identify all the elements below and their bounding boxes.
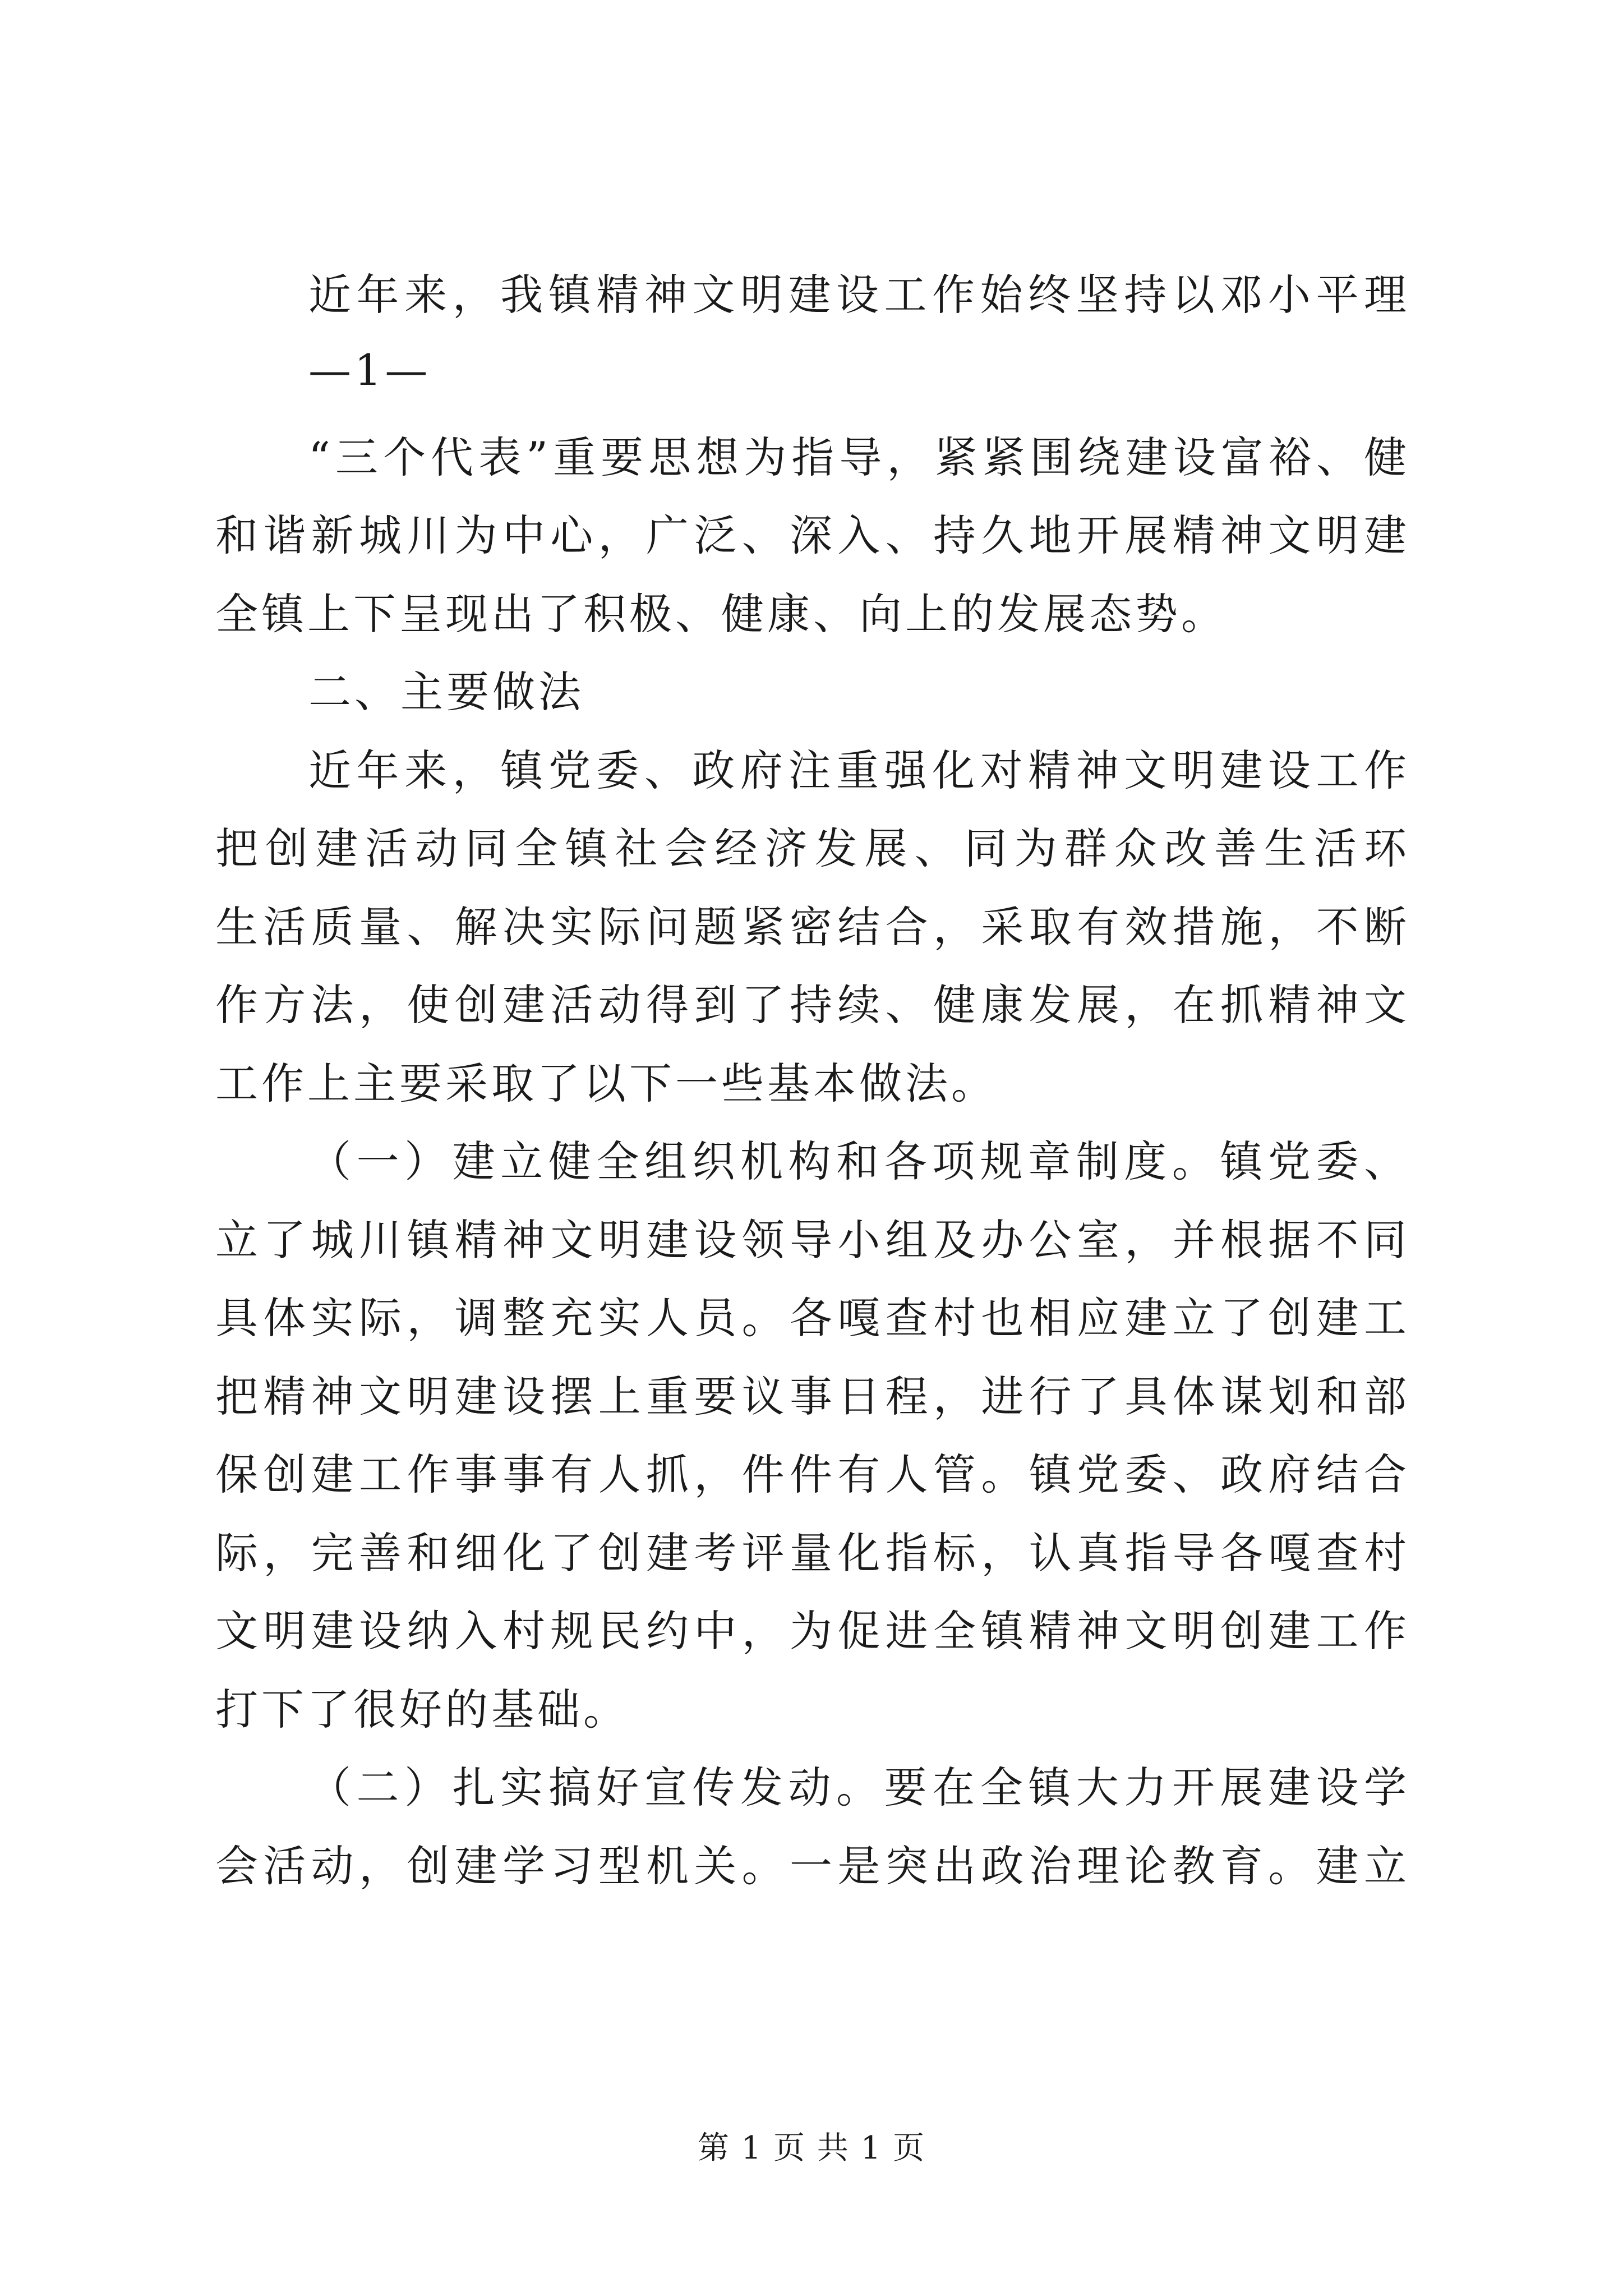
paragraph-line: （二）扎实搞好宣传发动。要在全镇大力开展建设学 [308,1763,1410,1812]
paragraph-line: 会活动，创建学习型机关。一是突出政治理论教育。建立 [215,1841,1410,1891]
paragraph-line: 作方法，使创建活动得到了持续、健康发展，在抓精神文 [215,980,1410,1030]
paragraph-line: 生活质量、解决实际问题紧密结合，采取有效措施，不断 [215,902,1410,952]
page-number-marker: —1— [308,345,431,395]
paragraph-line: 把精神文明建设摆上重要议事日程，进行了具体谋划和部 [215,1372,1410,1421]
page-footer: 第 1 页 共 1 页 [697,2130,926,2166]
paragraph-line: 打下了很好的基础。 [215,1685,629,1734]
paragraph-line: 保创建工作事事有人抓，件件有人管。镇党委、政府结合 [215,1450,1410,1499]
paragraph-line: 立了城川镇精神文明建设领导小组及办公室，并根据不同 [215,1215,1410,1265]
paragraph-line: “三个代表”重要思想为指导，紧紧围绕建设富裕、健 [308,432,1410,482]
paragraph-line: 文明建设纳入村规民约中，为促进全镇精神文明创建工作 [215,1606,1410,1656]
section-heading: 二、主要做法 [308,667,584,717]
paragraph-line: 具体实际，调整充实人员。各嘎查村也相应建立了创建工 [215,1293,1410,1343]
paragraph-line: 和谐新城川为中心，广泛、深入、持久地开展精神文明建 [215,510,1410,560]
paragraph-line: 近年来，镇党委、政府注重强化对精神文明建设工作 [308,746,1410,795]
paragraph-line: 把创建活动同全镇社会经济发展、同为群众改善生活环 [215,823,1410,873]
paragraph-line: 全镇上下呈现出了积极、健康、向上的发展态势。 [215,589,1227,639]
paragraph-line: 近年来，我镇精神文明建设工作始终坚持以邓小平理 [308,270,1410,320]
paragraph-line: 工作上主要采取了以下一些基本做法。 [215,1059,997,1108]
paragraph-line: （一）建立健全组织机构和各项规章制度。镇党委、 [308,1137,1410,1186]
paragraph-line: 际，完善和细化了创建考评量化指标，认真指导各嘎查村 [215,1528,1410,1578]
